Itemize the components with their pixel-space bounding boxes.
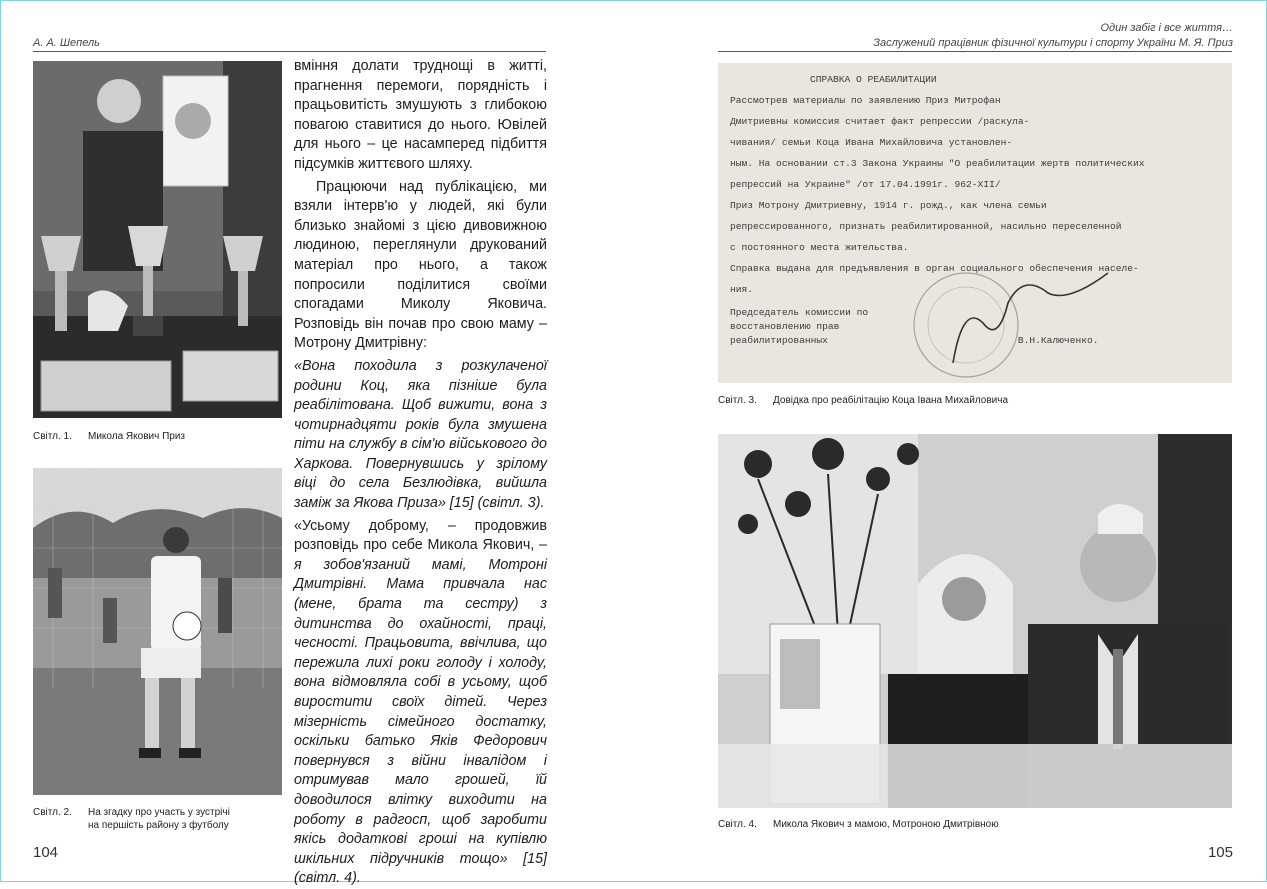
caption-text: Довідка про реабілітацію Коца Івана Михайловича bbox=[773, 395, 1008, 406]
doc-line: ния. bbox=[730, 284, 754, 295]
doc-line: Справка выдана для предъявления в орган социального обеспечения населе- bbox=[730, 263, 1139, 274]
doc-line: Рассмотрев материалы по заявлению Приз Митрофан bbox=[730, 95, 1001, 106]
stamp-and-signature bbox=[718, 63, 1232, 383]
caption-photo-4 bbox=[718, 818, 999, 831]
caption-photo-2 bbox=[33, 806, 230, 832]
caption-number: Світл. 2. bbox=[33, 807, 72, 818]
page-number-right: 105 bbox=[1207, 844, 1233, 861]
page-number-left: 104 bbox=[33, 844, 59, 861]
caption-text: Микола Якович Приз bbox=[88, 431, 185, 442]
right-page bbox=[634, 1, 1266, 881]
doc-signer: В.Н.Калюченко. bbox=[1017, 335, 1099, 346]
paragraph-2: Працюючи над публікацією, ми взяли інтерв'ю у людей, які були близько знайомі з цією дивовижною людиною, переглянули друкований матеріал про нього, а також попросили поділитися своїми спогадами Миколу Яковича. Розповідь він почав про свою маму – Мотрону Дмитрівну: bbox=[294, 178, 547, 352]
paragraph-1: вміння долати труднощі в житті, прагнення перемоги, порядність і працьовитість змушують з глибокою повагою ставитися до нього. Ювілей для нього – це насамперед підбиття підсумків життєвого шляху. bbox=[294, 58, 547, 172]
caption-number: Світл. 1. bbox=[33, 431, 72, 442]
quote-paragraph-1: «Вона походила з розкулаченої родини Коц, яка пізніше була реабілітована. Щоб вижити, вона з чотирнадцяти років була змушена піти на службу в сім'ю військового до Харкова. Повернувшись у зрілому віці до села Безлюдівка, вийшла заміж за Якова Приза» [15] (світл. 3). bbox=[294, 357, 547, 512]
doc-line: с постоянного места жительства. bbox=[730, 242, 909, 253]
running-head-right-2: Заслужений працівник фізичної культури і спорту України М. Я. Приз bbox=[873, 37, 1233, 49]
header-rule-right bbox=[718, 51, 1232, 52]
caption-photo-1 bbox=[33, 430, 185, 443]
caption-line-1: На згадку про участь у зустрічі bbox=[88, 807, 230, 818]
running-head-left: А. А. Шепель bbox=[33, 37, 100, 49]
doc-line: чивания/ семьи Коца Ивана Михайловича установлен- bbox=[730, 137, 1013, 148]
doc-line: репрессированного, признать реабилитированной, насильно переселенной bbox=[730, 221, 1122, 232]
doc-signature-line: реабилитированных bbox=[730, 335, 828, 346]
doc-signature-line: Председатель комиссии по bbox=[730, 307, 869, 318]
caption-photo-3 bbox=[718, 394, 1008, 407]
photo-1-trophies bbox=[33, 61, 282, 418]
left-body-text bbox=[294, 57, 547, 889]
doc-title: СПРАВКА О РЕАБИЛИТАЦИИ bbox=[810, 74, 937, 85]
quote-paragraph-2 bbox=[294, 517, 547, 889]
caption-number: Світл. 3. bbox=[718, 395, 757, 406]
quote-intro: «Усьому доброму, – продовжив розповідь про себе Микола Якович, – bbox=[294, 517, 547, 554]
left-page bbox=[1, 1, 634, 887]
caption-text bbox=[88, 806, 230, 832]
header-rule-left bbox=[33, 51, 546, 52]
photo-2-football bbox=[33, 468, 282, 795]
caption-line-2: на першість району з футболу bbox=[88, 820, 229, 831]
photo-4-mother-and-son bbox=[718, 434, 1232, 808]
doc-line: Приз Мотрону Дмитриевну, 1914 г. рожд., как члена семьи bbox=[730, 200, 1047, 211]
doc-signature-line: восстановлению прав bbox=[730, 321, 840, 332]
running-head-right-1: Один забіг і все життя… bbox=[1100, 22, 1233, 34]
doc-line: ным. На основании ст.3 Закона Украины "О реабилитации жертв политических bbox=[730, 158, 1145, 169]
photo-3-document bbox=[718, 63, 1232, 383]
doc-line: Дмитриевны комиссия считает факт репрессии /раскула- bbox=[730, 116, 1030, 127]
caption-number: Світл. 4. bbox=[718, 819, 757, 830]
caption-text: Микола Якович з мамою, Мотроною Дмитрівною bbox=[773, 819, 999, 830]
doc-line: репрессий на Украине" /от 17.04.1991г. 962-XII/ bbox=[730, 179, 1001, 190]
quote-body: я зобов'язаний мамі, Мотроні Дмитрівні. Мама привчала нас (мене, брата та сестру) з дитинства до охайності, праці, чесності. Працьовита, ввічлива, що пережила лихі роки голоду і холоду, вона відмовляла собі в усьому, щоб виростити своїх дітей. Через мізерність сімейного достатку, оскільки батько Яків Федорович повернувся з війни інвалідом і отримував мало грошей, їй доводилося влітку виходити на роботу в радгосп, щоб заробити якісь додаткові гроші на купівлю шкільних підручників тощо» [15] (світл. 4). bbox=[294, 556, 547, 887]
